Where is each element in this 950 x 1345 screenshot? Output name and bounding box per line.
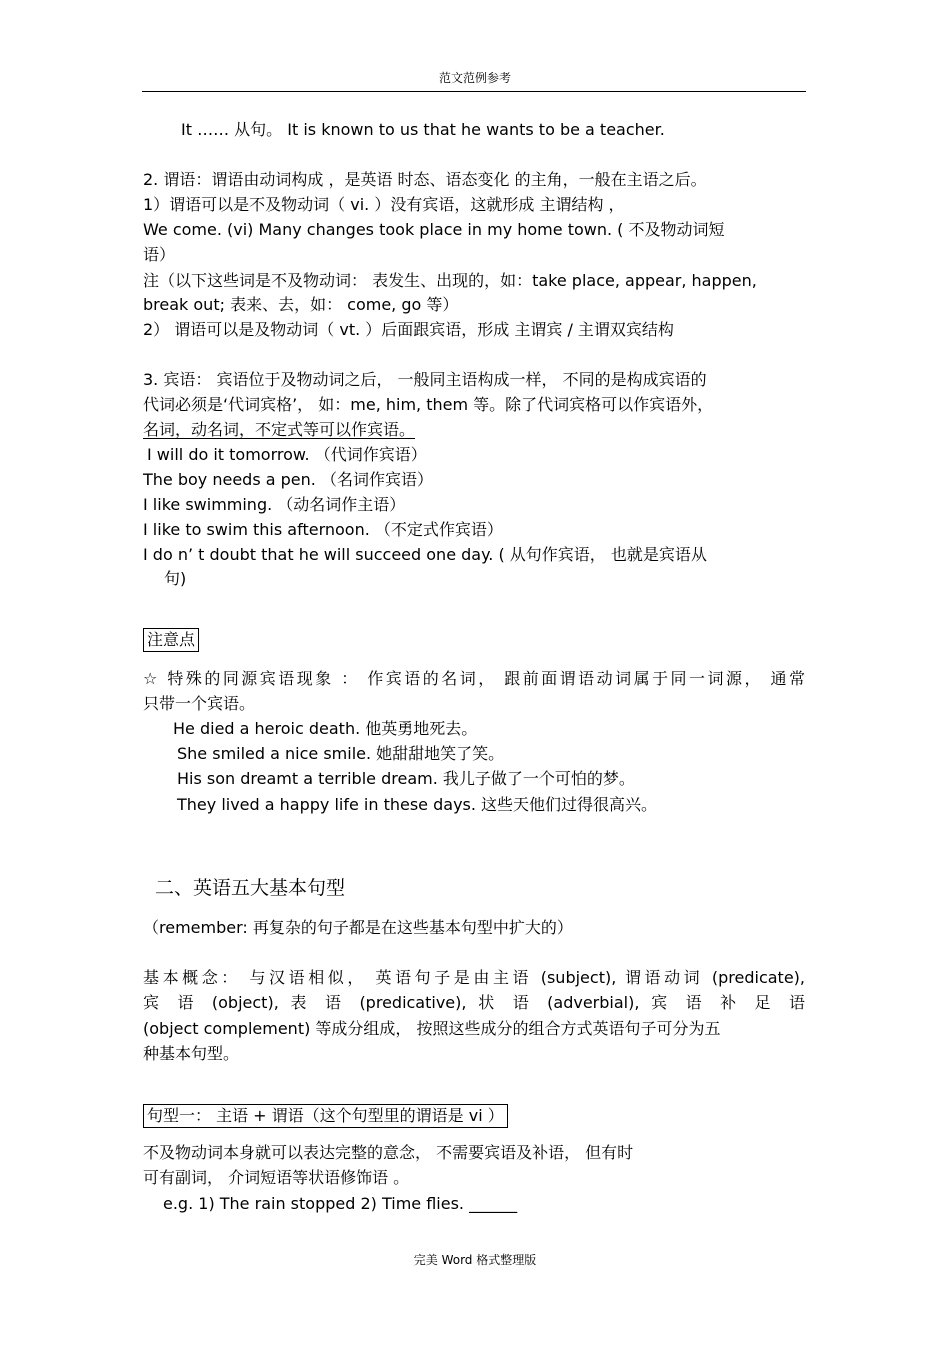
line-predicate-intransitive: 1）谓语可以是不及物动词（ vi. ）没有宾语，这就形成 主谓结构 ， [143, 195, 625, 214]
line-remember: （remember: 再复杂的句子都是在这些基本句型中扩大的） [143, 918, 573, 937]
line-pattern-one-desc: 不及物动词本身就可以表达完整的意念， 不需要宾语及补语， 但有时 [143, 1143, 634, 1162]
line-subject-clause-example: It …… 从句。 It is known to us that he wants to be a teacher. [181, 120, 665, 139]
header-rule [142, 91, 806, 92]
line-intransitive-note: 注（以下这些词是不及物动词： 表发生、出现的，如：take place, appear, happen, [143, 271, 757, 290]
line-concept-2: 宾 语 (object), 表 语 (predicative), 状 语 (adverbial), 宾 语 补 足 语 [143, 993, 805, 1012]
line-predicate-heading: 2. 谓语：谓语由动词构成 ，是英语 时态、语态变化 的主角，一般在主语之后。 [143, 170, 707, 189]
line-cognate-example-4: They lived a happy life in these days. 这些天他们过得很高兴。 [177, 795, 658, 814]
line-cognate-example-1: He died a heroic death. 他英勇地死去。 [173, 719, 478, 738]
section-heading: 二、英语五大基本句型 [155, 877, 346, 899]
line-cognate-object: ☆ 特殊的同源宾语现象 ： 作宾语的名词， 跟前面谓语动词属于同一词源， 通常 [143, 669, 805, 688]
line-cognate-object-cont: 只带一个宾语。 [143, 694, 256, 713]
page-header: 范文范例参考 [438, 71, 511, 85]
notes-box-label: 注意点 [143, 628, 199, 652]
page-footer: 完美 Word 格式整理版 [413, 1253, 537, 1267]
line-object-example-pronoun: I will do it tomorrow. （代词作宾语） [147, 445, 427, 464]
line-object-example-clause: I do n’ t doubt that he will succeed one day. ( 从句作宾语， 也就是宾语从 [143, 545, 707, 564]
line-concept-4: 种基本句型。 [143, 1044, 240, 1063]
line-object-types: 名词，动名词，不定式等可以作宾语。 [143, 420, 416, 439]
pattern-one-box: 句型一： 主语 + 谓语（这个句型里的谓语是 vi ） [143, 1104, 508, 1128]
line-object-heading: 3. 宾语： 宾语位于及物动词之后， 一般同主语构成一样， 不同的是构成宾语的 [143, 370, 707, 389]
line-object-example-infinitive: I like to swim this afternoon. （不定式作宾语） [143, 520, 503, 539]
line-predicate-example: We come. (vi) Many changes took place in my home town. ( 不及物动词短 [143, 220, 725, 239]
line-cognate-example-3: His son dreamt a terrible dream. 我儿子做了一个可怕的梦。 [177, 769, 635, 788]
line-pattern-one-examples: e.g. 1) The rain stopped 2) Time flies. ______ [163, 1194, 518, 1213]
line-predicate-transitive: 2） 谓语可以是及物动词（ vt. ）后面跟宾语，形成 主谓宾 / 主谓双宾结构 [143, 320, 674, 339]
line-object-example-noun: The boy needs a pen. （名词作宾语） [143, 470, 433, 489]
line-cognate-example-2: She smiled a nice smile. 她甜甜地笑了笑。 [177, 744, 505, 763]
line-pattern-one-desc-cont: 可有副词， 介词短语等状语修饰语 。 [143, 1168, 410, 1187]
line-concept-1: 基本概念： 与汉语相似， 英语句子是由主语 (subject), 谓语动词 (predicate), [143, 968, 805, 987]
line-object-pronoun: 代词必须是‘代词宾格’， 如：me, him, them 等。除了代词宾格可以作宾语外， [143, 395, 714, 414]
line-predicate-example-cont: 语） [143, 245, 176, 264]
line-object-example-gerund: I like swimming. （动名词作主语） [143, 495, 406, 514]
line-concept-3: (object complement) 等成分组成， 按照这些成分的组合方式英语句子可分为五 [143, 1019, 721, 1038]
line-intransitive-note-cont: break out; 表来、去，如： come, go 等） [143, 295, 459, 314]
line-object-example-clause-cont: 句) [164, 569, 187, 588]
